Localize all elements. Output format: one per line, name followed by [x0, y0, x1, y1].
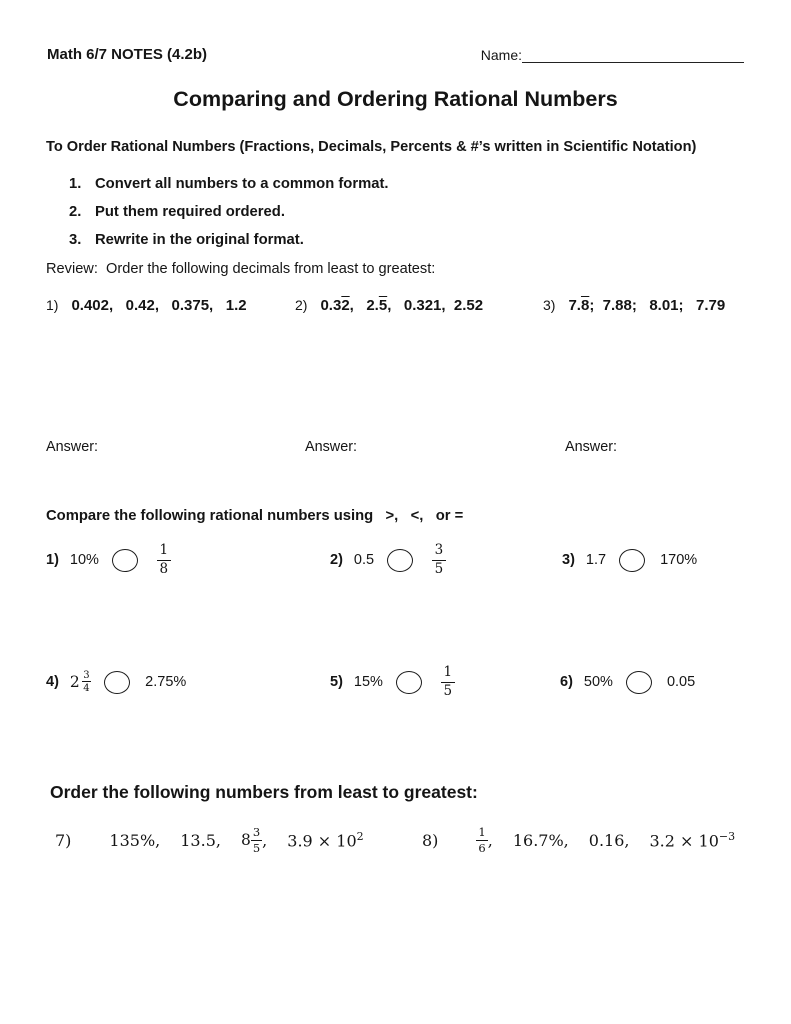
page-title: Comparing and Ordering Rational Numbers [173, 87, 618, 111]
fraction [441, 665, 455, 699]
whole-part: 8 [240, 831, 251, 849]
problem-number: 1) [46, 552, 59, 568]
order-item-mixed-number [241, 826, 267, 854]
comparison-circle [626, 671, 652, 694]
order-heading: Order the following numbers from least to greatest: [50, 782, 478, 802]
fraction [476, 826, 487, 854]
fraction-denominator: 6 [478, 840, 486, 855]
value-segment: , 0.321, 2.52 [387, 297, 484, 314]
fraction-denominator: 8 [159, 560, 169, 577]
order-item-fraction [476, 826, 492, 854]
value-segment: ; 7.88; 8.01; 7.79 [589, 297, 726, 314]
order-problem-8 [422, 818, 735, 862]
order-item: 16.7%, [512, 830, 569, 850]
fraction-numerator: 3 [252, 824, 261, 839]
left-value: 50% [583, 674, 613, 690]
instructions-heading: To Order Rational Numbers (Fractions, Decimals, Percents & #’s written in Scientific Notation) [46, 139, 697, 155]
value-segment: , 2. [349, 297, 379, 314]
problem-values: 0.402, 0.42, 0.375, 1.2 [71, 297, 247, 314]
fraction-denominator: 5 [252, 840, 261, 855]
problem-number: 5) [330, 674, 343, 690]
compare-problem-4 [46, 656, 186, 708]
left-value: 1.7 [585, 552, 607, 568]
answer-label-1: Answer: [46, 439, 98, 455]
comparison-circle [104, 671, 130, 694]
order-problem-7 [55, 818, 364, 862]
order-item: 13.5, [180, 830, 221, 850]
left-value: 15% [353, 674, 383, 690]
comma: , [487, 830, 493, 850]
problem-number: 1) [46, 297, 59, 313]
review-problem-2 [295, 297, 483, 314]
order-item: 135%, [109, 830, 161, 850]
name-field [481, 47, 744, 63]
value-segment: 7. [568, 297, 581, 314]
name-blank-line [522, 48, 744, 63]
header [47, 46, 744, 63]
fraction [157, 543, 171, 577]
comparison-circle [112, 549, 138, 572]
step-text: Put them required ordered. [95, 204, 285, 220]
fraction-denominator: 5 [443, 682, 453, 699]
fraction-numerator: 3 [432, 543, 446, 561]
problem-number: 3) [543, 297, 556, 313]
compare-heading: Compare the following rational numbers using >, <, or = [46, 508, 464, 524]
review-problem-1 [46, 297, 247, 314]
problem-values [568, 297, 725, 314]
fraction-denominator: 4 [83, 683, 90, 695]
sci-exponent: 2 [356, 829, 364, 843]
name-label: Name: [480, 47, 522, 63]
fraction-numerator: 1 [441, 665, 455, 683]
fraction [82, 670, 91, 695]
right-value: 0.05 [666, 674, 696, 690]
fraction [251, 826, 262, 854]
answer-label-3: Answer: [565, 439, 617, 455]
whole-part: 2 [69, 673, 80, 691]
problem-number: 8) [422, 830, 439, 850]
comparison-circle [619, 549, 645, 572]
comma: , [262, 830, 268, 850]
course-label: Math 6/7 NOTES (4.2b) [47, 46, 208, 63]
fraction-denominator: 5 [434, 560, 444, 577]
problem-number: 2) [295, 297, 308, 313]
step-number: 3. [69, 232, 82, 248]
fraction-numerator: 1 [157, 543, 171, 561]
problem-number: 2) [330, 552, 343, 568]
step-number: 1. [69, 176, 82, 192]
problem-number: 7) [55, 830, 72, 850]
instruction-step-1 [69, 176, 389, 192]
compare-problem-5 [330, 656, 455, 708]
order-item-scientific-notation [287, 830, 363, 850]
answer-label-2: Answer: [305, 439, 357, 455]
compare-problem-2 [330, 534, 446, 586]
compare-problem-3 [562, 534, 697, 586]
comparison-circle [396, 671, 422, 694]
sci-base: 3.9 × 10 [287, 831, 357, 851]
right-value: 2.75% [145, 674, 187, 690]
problem-number: 4) [46, 674, 59, 690]
compare-problem-6 [560, 656, 695, 708]
mixed-number [70, 670, 91, 695]
step-text: Convert all numbers to a common format. [95, 176, 389, 192]
order-item: 0.16, [588, 830, 630, 850]
value-segment: 0.3 [320, 297, 342, 314]
fraction-numerator: 3 [83, 669, 90, 681]
review-prompt: Review: Order the following decimals from least to greatest: [46, 261, 436, 277]
repeating-digit-overline: 8 [580, 297, 590, 314]
compare-problem-1 [46, 534, 171, 586]
comparison-circle [387, 549, 413, 572]
instruction-step-3 [69, 232, 304, 248]
problem-number: 3) [562, 552, 575, 568]
repeating-digit-overline: 2 [341, 297, 350, 314]
problem-number: 6) [560, 674, 573, 690]
order-item-scientific-notation [649, 830, 735, 850]
instruction-step-2 [69, 204, 285, 220]
right-value: 170% [660, 552, 698, 568]
fraction [432, 543, 446, 577]
repeating-digit-overline: 5 [378, 297, 388, 314]
review-problem-3 [543, 297, 725, 314]
left-value: 10% [69, 552, 99, 568]
fraction-numerator: 1 [478, 824, 486, 839]
step-text: Rewrite in the original format. [95, 232, 304, 248]
sci-exponent: −3 [718, 829, 736, 843]
step-number: 2. [69, 204, 82, 220]
sci-base: 3.2 × 10 [649, 831, 719, 851]
left-value: 0.5 [353, 552, 375, 568]
problem-values [320, 297, 483, 314]
